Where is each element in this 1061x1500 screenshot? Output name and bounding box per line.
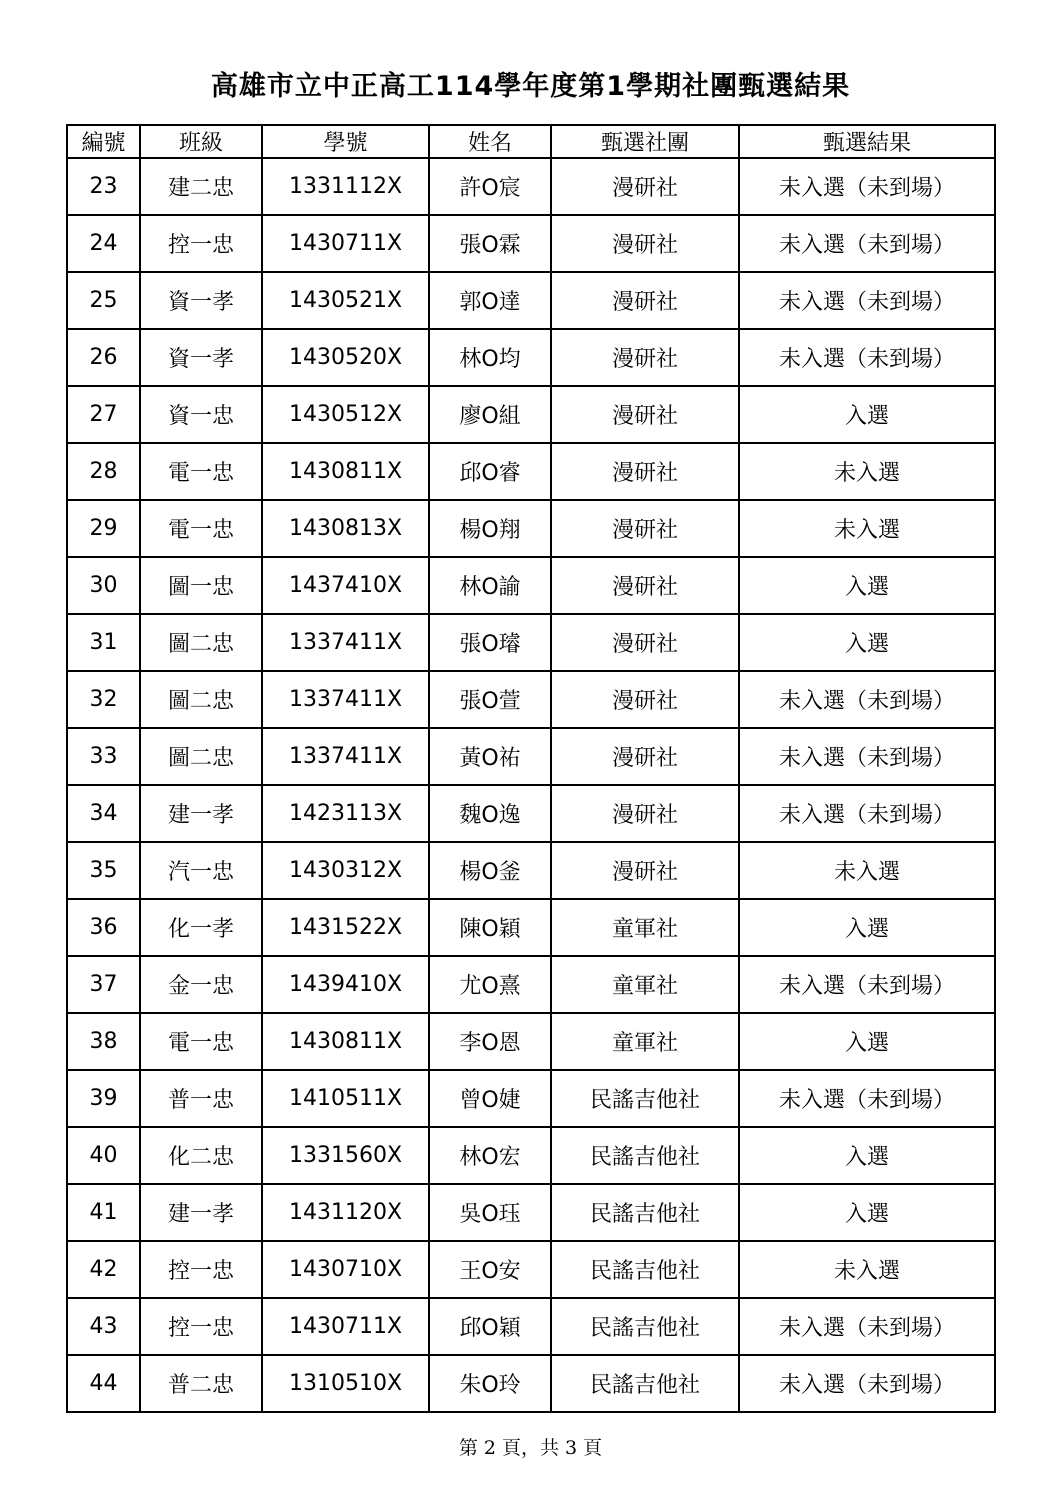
row-number: 41	[67, 1184, 140, 1241]
row-name: 廖O組	[429, 386, 551, 443]
row-result: 未入選（未到場）	[739, 329, 995, 386]
table-row	[67, 728, 995, 785]
row-number: 37	[67, 956, 140, 1013]
row-result: 入選	[739, 1184, 995, 1241]
row-name: 吳O珏	[429, 1184, 551, 1241]
row-class: 普二忠	[140, 1355, 262, 1412]
row-club: 童軍社	[551, 956, 739, 1013]
row-name: 張O萱	[429, 671, 551, 728]
row-class: 普一忠	[140, 1070, 262, 1127]
row-name: 林O諭	[429, 557, 551, 614]
row-class: 化二忠	[140, 1127, 262, 1184]
row-result: 入選	[739, 1013, 995, 1070]
row-club: 漫研社	[551, 557, 739, 614]
row-student-id: 1430312X	[262, 842, 429, 899]
row-club: 漫研社	[551, 215, 739, 272]
row-result: 未入選（未到場）	[739, 215, 995, 272]
row-student-id: 1439410X	[262, 956, 429, 1013]
row-number: 44	[67, 1355, 140, 1412]
table-row	[67, 443, 995, 500]
row-student-id: 1430520X	[262, 329, 429, 386]
col-header-student-id: 學號	[262, 125, 429, 158]
row-number: 29	[67, 500, 140, 557]
header-row	[67, 125, 995, 158]
row-result: 未入選（未到場）	[739, 158, 995, 215]
row-number: 42	[67, 1241, 140, 1298]
row-result: 未入選（未到場）	[739, 785, 995, 842]
row-class: 汽一忠	[140, 842, 262, 899]
col-header-name: 姓名	[429, 125, 551, 158]
row-result: 未入選（未到場）	[739, 1070, 995, 1127]
row-club: 漫研社	[551, 386, 739, 443]
row-club: 漫研社	[551, 614, 739, 671]
row-number: 30	[67, 557, 140, 614]
row-student-id: 1431522X	[262, 899, 429, 956]
row-result: 入選	[739, 557, 995, 614]
row-class: 電一忠	[140, 500, 262, 557]
row-club: 民謠吉他社	[551, 1070, 739, 1127]
row-club: 漫研社	[551, 500, 739, 557]
row-name: 許O宸	[429, 158, 551, 215]
table-row	[67, 386, 995, 443]
row-name: 尤O熹	[429, 956, 551, 1013]
row-student-id: 1430512X	[262, 386, 429, 443]
row-result: 未入選	[739, 1241, 995, 1298]
row-student-id: 1331560X	[262, 1127, 429, 1184]
row-result: 未入選（未到場）	[739, 1355, 995, 1412]
table-row	[67, 1127, 995, 1184]
row-club: 漫研社	[551, 443, 739, 500]
row-result: 未入選（未到場）	[739, 272, 995, 329]
row-name: 魏O逸	[429, 785, 551, 842]
row-student-id: 1430710X	[262, 1241, 429, 1298]
table-row	[67, 1241, 995, 1298]
table-row	[67, 956, 995, 1013]
row-name: 楊O釜	[429, 842, 551, 899]
row-class: 建二忠	[140, 158, 262, 215]
row-number: 43	[67, 1298, 140, 1355]
row-result: 未入選	[739, 842, 995, 899]
row-name: 黃O祐	[429, 728, 551, 785]
row-student-id: 1437410X	[262, 557, 429, 614]
row-name: 張O璿	[429, 614, 551, 671]
row-club: 漫研社	[551, 671, 739, 728]
row-number: 39	[67, 1070, 140, 1127]
table-row	[67, 329, 995, 386]
table-row	[67, 215, 995, 272]
row-class: 圖二忠	[140, 728, 262, 785]
row-name: 張O霖	[429, 215, 551, 272]
row-class: 圖二忠	[140, 614, 262, 671]
table-row	[67, 158, 995, 215]
row-name: 林O宏	[429, 1127, 551, 1184]
row-result: 入選	[739, 1127, 995, 1184]
row-number: 31	[67, 614, 140, 671]
row-student-id: 1430521X	[262, 272, 429, 329]
table-row	[67, 899, 995, 956]
row-result: 入選	[739, 899, 995, 956]
table-row	[67, 1184, 995, 1241]
table-row	[67, 1013, 995, 1070]
row-result: 入選	[739, 386, 995, 443]
row-number: 32	[67, 671, 140, 728]
row-result: 未入選（未到場）	[739, 1298, 995, 1355]
row-club: 漫研社	[551, 158, 739, 215]
results-table	[66, 124, 996, 1413]
row-class: 控一忠	[140, 1241, 262, 1298]
row-club: 漫研社	[551, 728, 739, 785]
table-row	[67, 557, 995, 614]
table-row	[67, 1298, 995, 1355]
row-club: 民謠吉他社	[551, 1298, 739, 1355]
row-club: 民謠吉他社	[551, 1127, 739, 1184]
page-footer: 第 2 頁，共 3 頁	[458, 1437, 603, 1459]
table-row	[67, 842, 995, 899]
row-student-id: 1310510X	[262, 1355, 429, 1412]
row-result: 未入選	[739, 443, 995, 500]
row-name: 楊O翔	[429, 500, 551, 557]
row-club: 漫研社	[551, 272, 739, 329]
page-title: 高雄市立中正高工114學年度第1學期社團甄選結果	[210, 71, 851, 102]
row-number: 28	[67, 443, 140, 500]
row-class: 資一忠	[140, 386, 262, 443]
row-class: 電一忠	[140, 1013, 262, 1070]
row-name: 王O安	[429, 1241, 551, 1298]
table-row	[67, 500, 995, 557]
row-club: 民謠吉他社	[551, 1241, 739, 1298]
row-student-id: 1430811X	[262, 1013, 429, 1070]
row-student-id: 1410511X	[262, 1070, 429, 1127]
row-class: 建一孝	[140, 785, 262, 842]
col-header-result: 甄選結果	[739, 125, 995, 158]
row-name: 李O恩	[429, 1013, 551, 1070]
row-club: 童軍社	[551, 899, 739, 956]
row-number: 33	[67, 728, 140, 785]
row-club: 民謠吉他社	[551, 1355, 739, 1412]
table-row	[67, 1070, 995, 1127]
table-row	[67, 671, 995, 728]
row-class: 資一孝	[140, 329, 262, 386]
row-class: 圖二忠	[140, 671, 262, 728]
col-header-club: 甄選社團	[551, 125, 739, 158]
row-result: 未入選	[739, 500, 995, 557]
row-student-id: 1337411X	[262, 614, 429, 671]
row-name: 朱O玲	[429, 1355, 551, 1412]
row-club: 民謠吉他社	[551, 1184, 739, 1241]
row-number: 24	[67, 215, 140, 272]
row-class: 建一孝	[140, 1184, 262, 1241]
row-student-id: 1337411X	[262, 728, 429, 785]
row-name: 曾O婕	[429, 1070, 551, 1127]
row-class: 控一忠	[140, 215, 262, 272]
row-club: 漫研社	[551, 785, 739, 842]
row-result: 未入選（未到場）	[739, 956, 995, 1013]
row-name: 邱O穎	[429, 1298, 551, 1355]
results-body	[67, 158, 995, 1412]
row-name: 郭O達	[429, 272, 551, 329]
table-row	[67, 1355, 995, 1412]
row-student-id: 1337411X	[262, 671, 429, 728]
row-club: 童軍社	[551, 1013, 739, 1070]
row-number: 38	[67, 1013, 140, 1070]
row-student-id: 1430711X	[262, 1298, 429, 1355]
row-club: 漫研社	[551, 842, 739, 899]
row-class: 控一忠	[140, 1298, 262, 1355]
row-number: 36	[67, 899, 140, 956]
col-header-number: 編號	[67, 125, 140, 158]
row-student-id: 1430813X	[262, 500, 429, 557]
row-number: 40	[67, 1127, 140, 1184]
row-student-id: 1430811X	[262, 443, 429, 500]
row-class: 化一孝	[140, 899, 262, 956]
row-class: 金一忠	[140, 956, 262, 1013]
row-student-id: 1431120X	[262, 1184, 429, 1241]
row-number: 34	[67, 785, 140, 842]
row-class: 圖一忠	[140, 557, 262, 614]
row-class: 電一忠	[140, 443, 262, 500]
row-number: 27	[67, 386, 140, 443]
row-name: 邱O睿	[429, 443, 551, 500]
row-number: 26	[67, 329, 140, 386]
col-header-class: 班級	[140, 125, 262, 158]
table-row	[67, 272, 995, 329]
row-name: 林O均	[429, 329, 551, 386]
row-class: 資一孝	[140, 272, 262, 329]
row-student-id: 1423113X	[262, 785, 429, 842]
row-student-id: 1331112X	[262, 158, 429, 215]
row-result: 未入選（未到場）	[739, 728, 995, 785]
row-student-id: 1430711X	[262, 215, 429, 272]
row-number: 23	[67, 158, 140, 215]
row-number: 35	[67, 842, 140, 899]
row-name: 陳O穎	[429, 899, 551, 956]
row-number: 25	[67, 272, 140, 329]
row-result: 入選	[739, 614, 995, 671]
table-row	[67, 785, 995, 842]
row-result: 未入選（未到場）	[739, 671, 995, 728]
row-club: 漫研社	[551, 329, 739, 386]
table-row	[67, 614, 995, 671]
